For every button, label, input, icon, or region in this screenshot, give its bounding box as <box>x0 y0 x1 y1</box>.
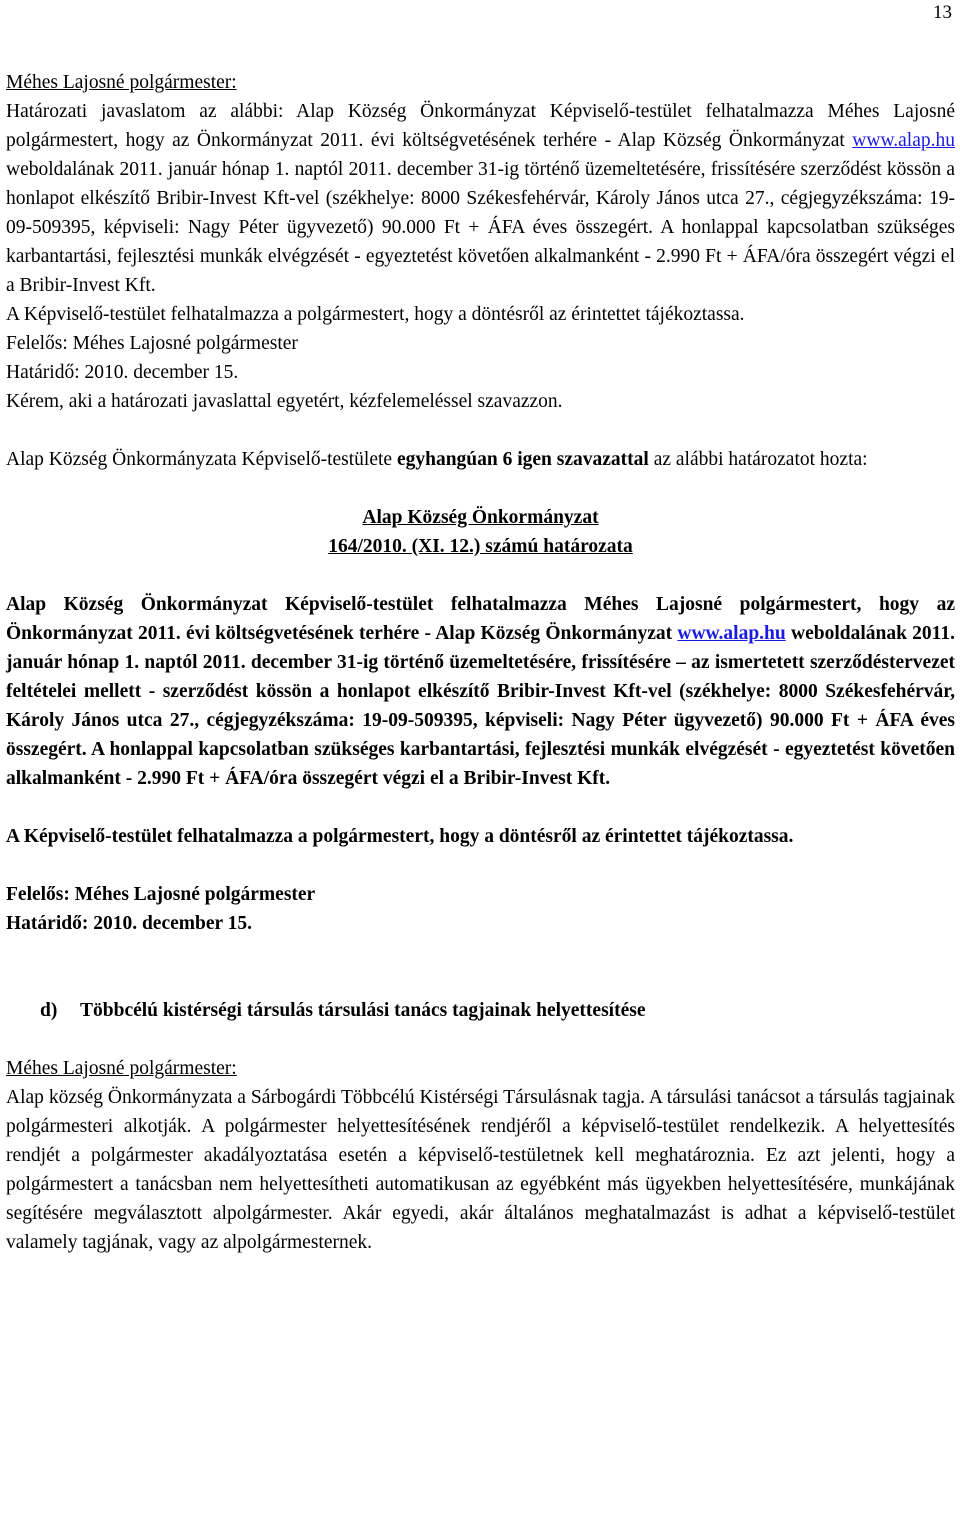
document-body <box>6 68 955 1257</box>
resolution-website-link[interactable]: www.alap.hu <box>677 623 786 644</box>
proposal-paragraph <box>6 97 955 300</box>
resolution-number: 164/2010. (XI. 12.) számú határozata <box>328 536 633 557</box>
resolution-responsible: Felelős: Méhes Lajosné polgármester <box>6 884 316 905</box>
section-d-body: Alap község Önkormányzata a Sárbogárdi Többcélú Kistérségi Társulásnak tagja. A társulási tanácsot a társulás tagjainak polgármesteri alkotják. A polgármester helyettesítésének rendjéről a képviselő-testület rendelkezik. A helyettesítés rendjét a polgármester akadályoztatása esetén a képviselő-testületnek kell meghatároznia. Ez azt jelenti, hogy a polgármestert a tanácsban nem helyettesítheti automatikusan az egyébként más ügyekben helyettesítésére, munkájának segítésére megválasztott alpolgármester. Akár egyedi, akár általános meghatalmazást is adhat a képviselő-testület valamely tagjának, vagy az alpolgármesternek. <box>6 1087 955 1253</box>
proposal-text-a: Határozati javaslatom az alábbi: Alap Község Önkormányzat Képviselő-testület felhatalmazza Méhes Lajosné polgármestert, hogy az Önkormányzat 2011. évi költségvetésének terhére - Alap Község Önkormányzat <box>6 101 955 151</box>
website-link[interactable]: www.alap.hu <box>852 130 955 151</box>
page-number: 13 <box>933 2 952 23</box>
section-d-heading <box>40 996 955 1025</box>
resolution-text-a: Alap Község Önkormányzat Képviselő-testület felhatalmazza Méhes Lajosné polgármestert, hogy az Önkormányzat 2011. évi költségvetésének terhére - Alap Község Önkormányzat <box>6 594 955 644</box>
vote-result <box>6 445 955 474</box>
vote-prefix: Alap Község Önkormányzata Képviselő-testülete <box>6 449 397 470</box>
deadline-line: Határidő: 2010. december 15. <box>6 362 239 383</box>
resolution-inform: A Képviselő-testület felhatalmazza a polgármestert, hogy a döntésről az érintettet tájékoztassa. <box>6 826 794 847</box>
resolution-deadline: Határidő: 2010. december 15. <box>6 913 253 934</box>
section-d-speaker: Méhes Lajosné polgármester: <box>6 1058 237 1079</box>
responsible-line: Felelős: Méhes Lajosné polgármester <box>6 333 298 354</box>
resolution-title: Alap Község Önkormányzat <box>362 507 599 528</box>
resolution-body <box>6 590 955 793</box>
vote-suffix: az alábbi határozatot hozta: <box>648 449 868 470</box>
section-d-title: Többcélú kistérségi társulás társulási tanács tagjainak helyettesítése <box>80 1000 646 1021</box>
inform-paragraph: A Képviselő-testület felhatalmazza a polgármestert, hogy a döntésről az érintettet tájékoztassa. <box>6 304 745 325</box>
vote-request: Kérem, aki a határozati javaslattal egyetért, kézfelemeléssel szavazzon. <box>6 391 563 412</box>
resolution-text-b: weboldalának 2011. január hónap 1. naptól 2011. december 31-ig történő üzemeltetésére, frissítésére – az ismertetett szerződéstervezet feltételei mellett - szerződést kössön a honlapot elkészítő Bribir-Invest Kft-vel (székhelye: 8000 Székesfehérvár, Károly János utca 27., cégjegyzékszáma: 19-09-509395, képviseli: Nagy Péter ügyvezető) 90.000 Ft + ÁFA éves összegért. A honlappal kapcsolatban szükséges karbantartási, fejlesztési munkák elvégzését - egyeztetést követően alkalmanként - 2.990 Ft + ÁFA/óra összegért végzi el a Bribir-Invest Kft. <box>6 623 955 789</box>
speaker-label: Méhes Lajosné polgármester: <box>6 72 237 93</box>
proposal-text-b: weboldalának 2011. január hónap 1. naptól 2011. december 31-ig történő üzemeltetésére, frissítésére szerződést kössön a honlapot elkészítő Bribir-Invest Kft-vel (székhelye: 8000 Székesfehérvár, Károly János utca 27., cégjegyzékszáma: 19-09-509395, képviseli: Nagy Péter ügyvezető) 90.000 Ft + ÁFA éves összegért. A honlappal kapcsolatban szükséges karbantartási, fejlesztési munkák elvégzését - egyeztetést követően alkalmanként - 2.990 Ft + ÁFA/óra összegért végzi el a Bribir-Invest Kft. <box>6 159 955 296</box>
section-d-letter: d) <box>40 1000 58 1021</box>
vote-count: egyhangúan 6 igen szavazattal <box>396 449 649 470</box>
